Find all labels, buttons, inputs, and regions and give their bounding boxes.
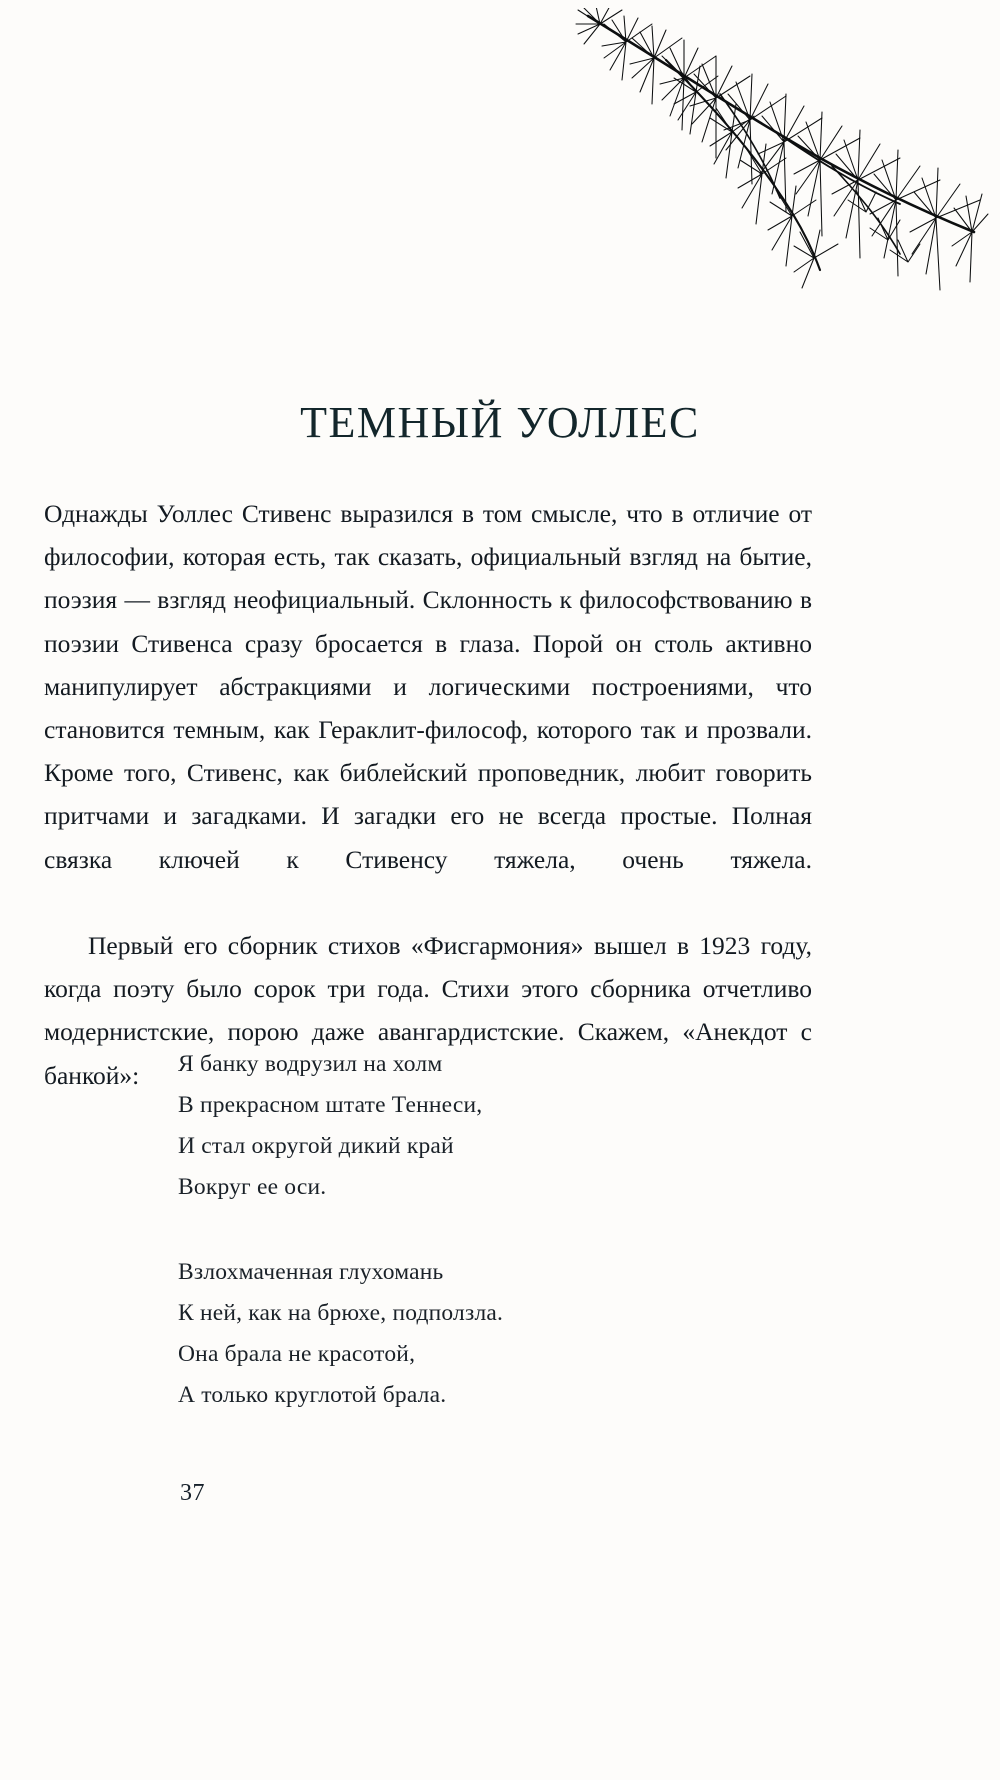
poem-stanza-1 <box>178 1044 818 1208</box>
body-text <box>44 492 812 1140</box>
page-number: 37 <box>180 1480 205 1506</box>
poem-line: Она брала не красотой, <box>178 1341 416 1367</box>
paragraph-1: Однажды Уоллес Стивенс выразился в том смысле, что в отличие от философии, которая есть, так сказать, официальный взгляд на бытие, поэзия — взгляд неофициальный. Склонность к философствованию в поэзии Стивенса сразу бросается в глаза. Порой он столь активно манипулирует абстракциями и логическими построениями, что становится темным, как Гераклит-философ, которого так и прозвали. Кроме того, Стивенс, как библейский проповедник, любит говорить притчами и загадками. И загадки его не всегда простые. Полная связка ключей к Стивенсу тяжела, очень тяжела. <box>44 499 812 874</box>
poem-line: А только круглотой брала. <box>178 1382 447 1408</box>
poem-line: Взлохмаченная глухомань <box>178 1259 444 1285</box>
paragraph-2: Первый его сборник стихов «Фисгармония» вышел в 1923 году, когда поэту было сорок три года. Стихи этого сборника отчетливо модернистские, порою даже авангардистские. Скажем, «Анекдот с банкой»: <box>44 931 812 1090</box>
page-title: ТЕМНЫЙ УОЛЛЕС <box>300 398 700 448</box>
poem-line: К ней, как на брюхе, подползла. <box>178 1300 504 1326</box>
poem-quote <box>178 1044 818 1416</box>
poem-line: В прекрасном штате Теннеси, <box>178 1092 483 1118</box>
poem-stanza-2 <box>178 1252 818 1416</box>
poem-line: Вокруг ее оси. <box>178 1174 327 1200</box>
pine-branch-icon <box>570 8 990 298</box>
poem-line: Я банку водрузил на холм <box>178 1051 443 1077</box>
poem-line: И стал округой дикий край <box>178 1133 454 1159</box>
